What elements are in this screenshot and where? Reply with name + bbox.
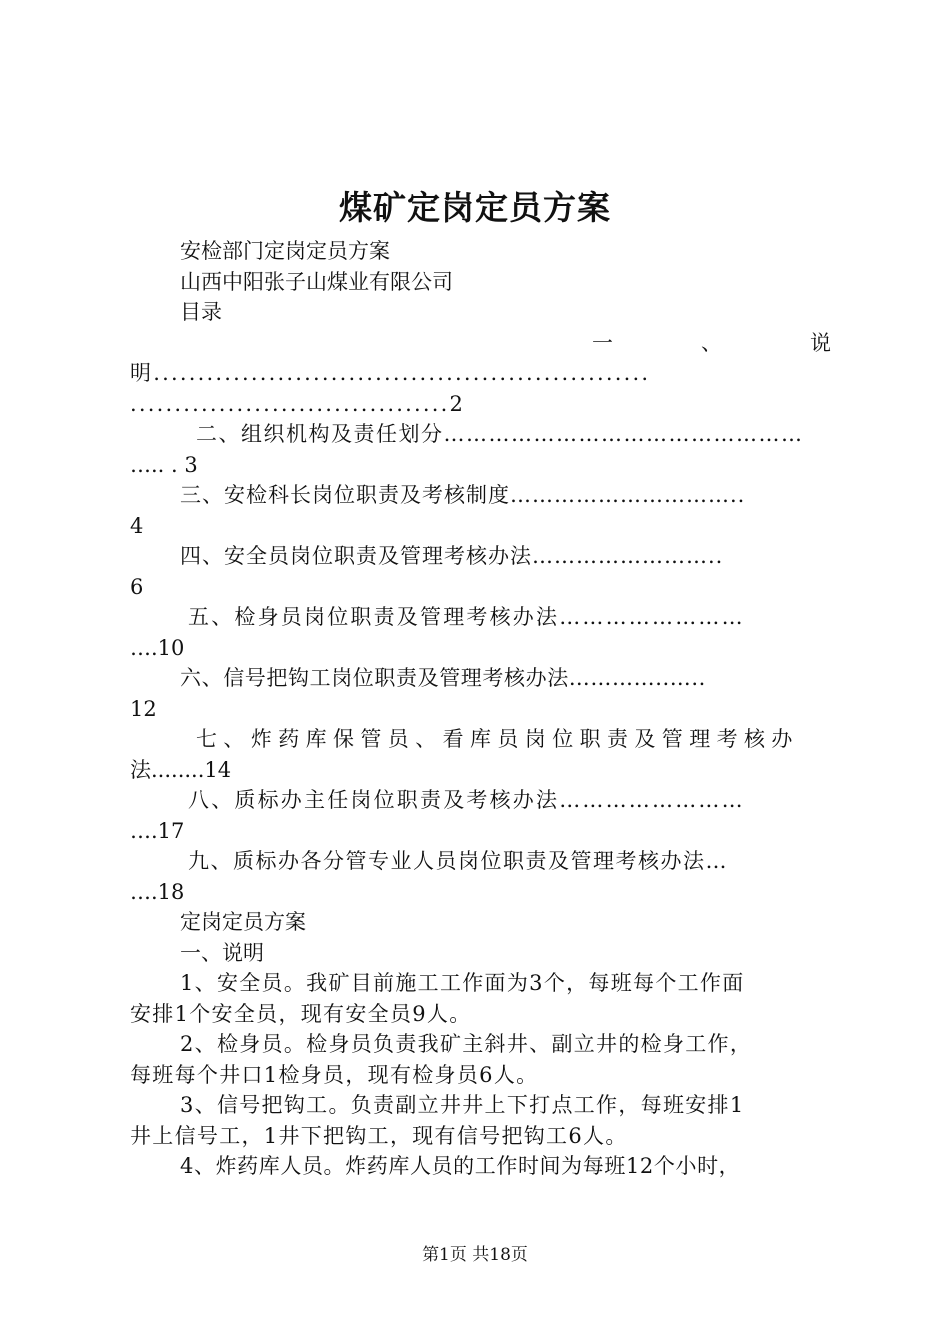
section-heading-explanation: 一、说明 bbox=[180, 940, 264, 965]
toc-entry-3: 三、安检科长岗位职责及考核制度………………………….. bbox=[180, 483, 746, 507]
toc-entry-7-page: 法........14 bbox=[130, 757, 232, 782]
page-footer: 第1页 共18页 bbox=[422, 1245, 528, 1265]
toc-entry-6-page: 12 bbox=[130, 696, 157, 721]
toc-entry-8-page: ….17 bbox=[130, 818, 185, 843]
toc-entry-2-page: ….. . 3 bbox=[130, 452, 198, 477]
paragraph-2-line-2: 每班每个井口1检身员，现有检身员6人。 bbox=[130, 1062, 539, 1087]
toc-entry-1-dots: 明........................................................ bbox=[130, 361, 651, 385]
toc-entry-1-page: ....................................2 bbox=[130, 391, 466, 416]
toc-entry-4-page: 6 bbox=[130, 574, 144, 599]
paragraph-3-line-2: 井上信号工，1井下把钩工，现有信号把钩工6人。 bbox=[130, 1123, 628, 1148]
toc-entry-9-page: ….18 bbox=[130, 879, 185, 904]
subtitle-department-plan: 安检部门定岗定员方案 bbox=[180, 239, 390, 263]
toc-entry-6: 六、信号把钩工岗位职责及管理考核办法…………..….. bbox=[180, 666, 706, 690]
toc-entry-7: 七、炸药库保管员、看库员岗位职责及管理考核办 bbox=[196, 727, 799, 751]
toc-entry-3-page: 4 bbox=[130, 513, 144, 538]
toc-entry-2: 二、组织机构及责任划分………………………………………… bbox=[196, 422, 804, 446]
toc-entry-4: 四、安全员岗位职责及管理考核办法…………………….. bbox=[180, 544, 724, 568]
section-heading-plan: 定岗定员方案 bbox=[180, 910, 306, 934]
paragraph-1-line-2: 安排1个安全员，现有安全员9人。 bbox=[130, 1001, 472, 1026]
toc-entry-1-start: 一、说 bbox=[592, 330, 919, 355]
document-title: 煤矿定岗定员方案 bbox=[339, 188, 611, 227]
toc-entry-9: 九、质标办各分管专业人员岗位职责及管理考核办法… bbox=[188, 849, 728, 873]
toc-entry-5-page: ….10 bbox=[130, 635, 185, 660]
document-body bbox=[130, 236, 919, 1182]
toc-entry-5: 五、检身员岗位职责及管理考核办法…………………… bbox=[188, 605, 745, 629]
paragraph-3-line-1: 3、信号把钩工。负责副立井井上下打点工作，每班安排1 bbox=[180, 1093, 745, 1117]
toc-heading: 目录 bbox=[180, 300, 222, 324]
toc-entry-8: 八、质标办主任岗位职责及考核办法…………………… bbox=[188, 788, 745, 812]
paragraph-2-line-1: 2、检身员。检身员负责我矿主斜井、副立井的检身工作， bbox=[180, 1032, 753, 1056]
paragraph-4-line-1: 4、炸药库人员。炸药库人员的工作时间为每班12个小时， bbox=[180, 1154, 741, 1178]
subtitle-company: 山西中阳张子山煤业有限公司 bbox=[180, 269, 453, 294]
paragraph-1-line-1: 1、安全员。我矿目前施工工作面为3个，每班每个工作面 bbox=[180, 971, 745, 995]
